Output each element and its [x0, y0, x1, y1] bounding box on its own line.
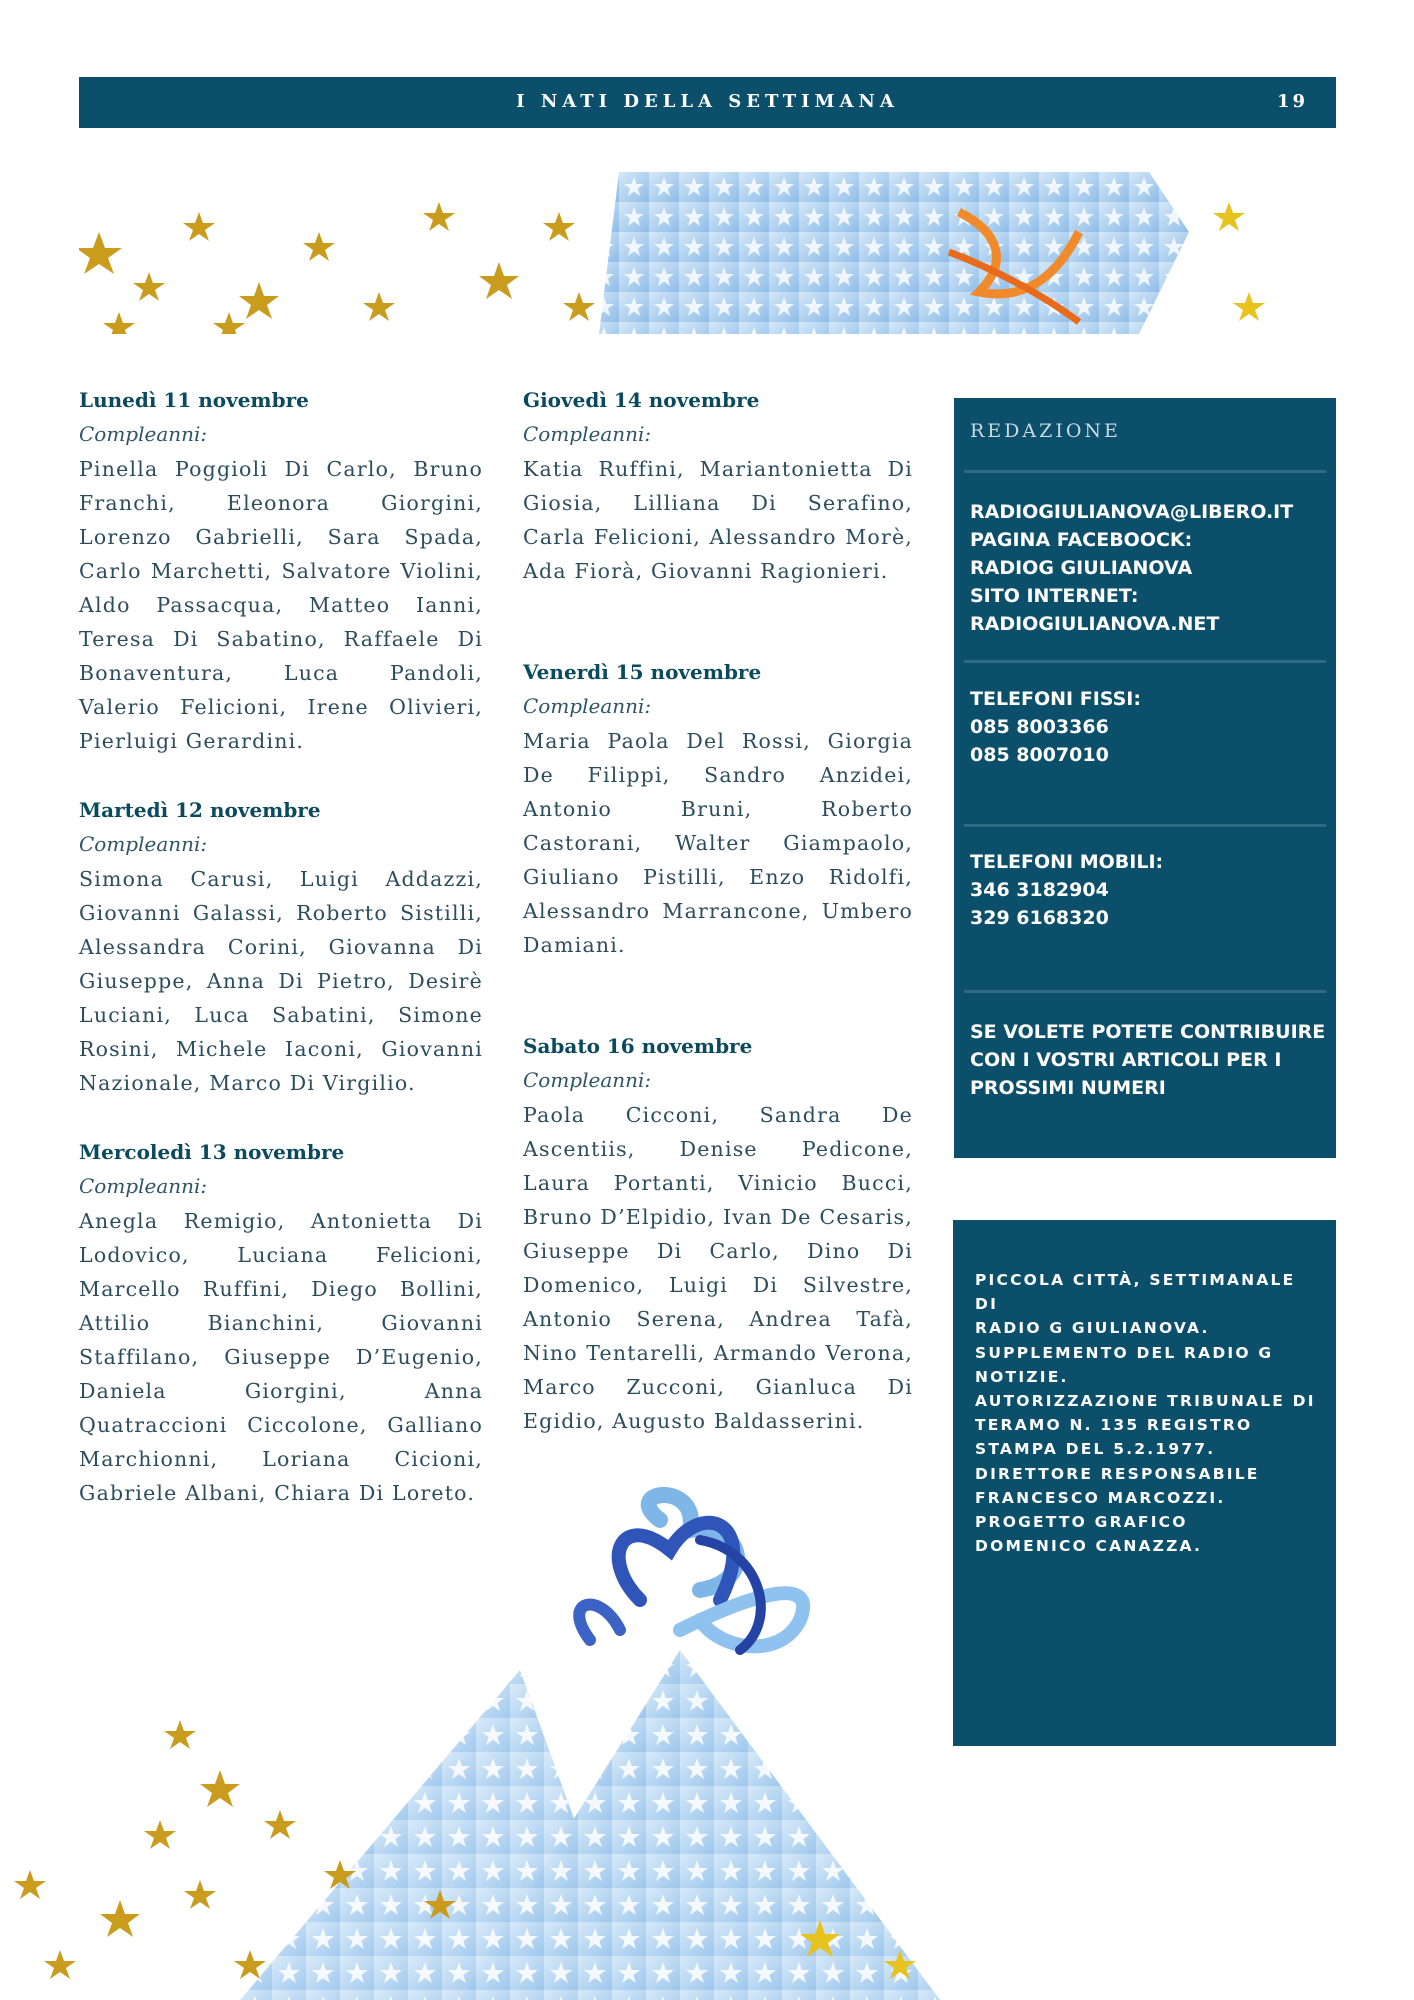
- day-subtitle: Compleanni:: [79, 422, 208, 446]
- contacts-block: [970, 498, 1293, 638]
- header-bar: [79, 77, 1336, 128]
- birthday-names: Simona Carusi, Luigi Addazzi, Giovanni Galassi, Roberto Sistilli, Alessandra Corini, Giovanna Di Giuseppe, Anna Di Pietro, Desirè Luciani, Luca Sabatini, Simone Rosini, Michele Iaconi, Giovanni Nazionale, Marco Di Virgilio.: [79, 867, 483, 1095]
- birthday-names: Paola Cicconi, Sandra De Ascentiis, Denise Pedicone, Laura Portanti, Vinicio Bucci, Bruno D’Elpidio, Ivan De Cesaris, Giuseppe Di Carlo, Dino Di Domenico, Luigi Di Silvestre, Antonio Serena, Andrea Tafà, Nino Tentarelli, Armando Verona, Marco Zucconi, Gianluca Di Egidio, Augusto Baldasserini.: [523, 1103, 913, 1433]
- facebook-page[interactable]: RADIOG GIULIANOVA: [970, 557, 1193, 579]
- contribute-line: CON I VOSTRI ARTICOLI PER I: [970, 1049, 1282, 1071]
- email-link[interactable]: RADIOGIULIANOVA@LIBERO.IT: [970, 501, 1294, 523]
- page-number: 19: [1276, 91, 1308, 112]
- day-title: Mercoledì 13 novembre: [79, 1140, 345, 1164]
- colophon-text: [975, 1268, 1325, 1558]
- banner-image: [79, 172, 1269, 334]
- left-column: [79, 388, 483, 1518]
- birthday-names: Anegla Remigio, Antonietta Di Lodovico, Luciana Felicioni, Marcello Ruffini, Diego Bollini, Attilio Bianchini, Giovanni Staffilano, Giuseppe D’Eugenio, Daniela Giorgini, Anna Quatraccioni Ciccolone, Galliano Marchionni, Loriana Cicioni, Gabriele Albani, Chiara Di Loreto.: [79, 1209, 483, 1505]
- day-subtitle: Compleanni:: [79, 1174, 208, 1198]
- day-title: Lunedì 11 novembre: [79, 388, 309, 412]
- website-link[interactable]: RADIOGIULIANOVA.NET: [970, 613, 1220, 635]
- fixed-phones-block: [970, 685, 1141, 769]
- colophon-box: [953, 1220, 1336, 1746]
- colophon-line: PROGETTO GRAFICO: [975, 1513, 1188, 1532]
- day-entry: [523, 388, 913, 588]
- fixed-phones-label: TELEFONI FISSI:: [970, 688, 1141, 710]
- party-hat-image: [0, 1480, 960, 2000]
- redazione-box: [954, 398, 1336, 1158]
- contribute-line: SE VOLETE POTETE CONTRIBUIRE: [970, 1021, 1326, 1043]
- section-title: I NATI DELLA SETTIMANA: [516, 91, 899, 112]
- divider: [964, 660, 1326, 663]
- colophon-line: SUPPLEMENTO DEL RADIO G: [975, 1343, 1274, 1362]
- day-entry: [79, 388, 483, 758]
- middle-column: [523, 388, 913, 1446]
- colophon-line: FRANCESCO MARCOZZI.: [975, 1488, 1226, 1507]
- divider: [964, 470, 1326, 473]
- day-title: Martedì 12 novembre: [79, 798, 321, 822]
- day-entry: [523, 660, 913, 962]
- day-subtitle: Compleanni:: [523, 1068, 652, 1092]
- facebook-label: PAGINA FACEBOOCK:: [970, 529, 1193, 551]
- colophon-line: TERAMO N. 135 REGISTRO: [975, 1416, 1253, 1435]
- divider: [964, 824, 1326, 827]
- colophon-line: DOMENICO CANAZZA.: [975, 1537, 1203, 1556]
- colophon-line: STAMPA DEL 5.2.1977.: [975, 1440, 1216, 1459]
- mobile-phones-block: [970, 848, 1163, 932]
- colophon-line: RADIO G GIULIANOVA.: [975, 1319, 1210, 1338]
- birthday-names: Maria Paola Del Rossi, Giorgia De Filippi, Sandro Anzidei, Antonio Bruni, Roberto Castorani, Walter Giampaolo, Giuliano Pistilli, Enzo Ridolfi, Alessandro Marrancone, Umbero Damiani.: [523, 729, 913, 957]
- mobile-phones-label: TELEFONI MOBILI:: [970, 851, 1164, 873]
- phone-number: 085 8003366: [970, 716, 1109, 738]
- colophon-line: NOTIZIE.: [975, 1367, 1069, 1386]
- website-label: SITO INTERNET:: [970, 585, 1139, 607]
- birthday-names: Pinella Poggioli Di Carlo, Bruno Franchi, Eleonora Giorgini, Lorenzo Gabrielli, Sara Spada, Carlo Marchetti, Salvatore Violini, Aldo Passacqua, Matteo Ianni, Teresa Di Sabatino, Raffaele Di Bonaventura, Luca Pandoli, Valerio Felicioni, Irene Olivieri, Pierluigi Gerardini.: [79, 457, 483, 753]
- day-subtitle: Compleanni:: [523, 422, 652, 446]
- day-title: Sabato 16 novembre: [523, 1034, 753, 1058]
- phone-number: 085 8007010: [970, 744, 1109, 766]
- contribute-block: [970, 1018, 1325, 1102]
- redazione-title: REDAZIONE: [970, 420, 1121, 442]
- phone-number: 329 6168320: [970, 907, 1109, 929]
- contribute-line: PROSSIMI NUMERI: [970, 1077, 1166, 1099]
- day-entry: [79, 1140, 483, 1510]
- day-subtitle: Compleanni:: [79, 832, 208, 856]
- colophon-line: PICCOLA CITTÀ, SETTIMANALE DI: [975, 1271, 1296, 1314]
- divider: [964, 990, 1326, 993]
- colophon-line: AUTORIZZAZIONE TRIBUNALE DI: [975, 1392, 1316, 1411]
- day-title: Giovedì 14 novembre: [523, 388, 760, 412]
- day-entry: [79, 798, 483, 1100]
- day-title: Venerdì 15 novembre: [523, 660, 762, 684]
- birthday-names: Katia Ruffini, Mariantonietta Di Giosia, Lilliana Di Serafino, Carla Felicioni, Alessandro Morè, Ada Fiorà, Giovanni Ragionieri.: [523, 457, 913, 583]
- colophon-line: DIRETTORE RESPONSABILE: [975, 1464, 1260, 1483]
- phone-number: 346 3182904: [970, 879, 1109, 901]
- day-subtitle: Compleanni:: [523, 694, 652, 718]
- day-entry: [523, 1034, 913, 1438]
